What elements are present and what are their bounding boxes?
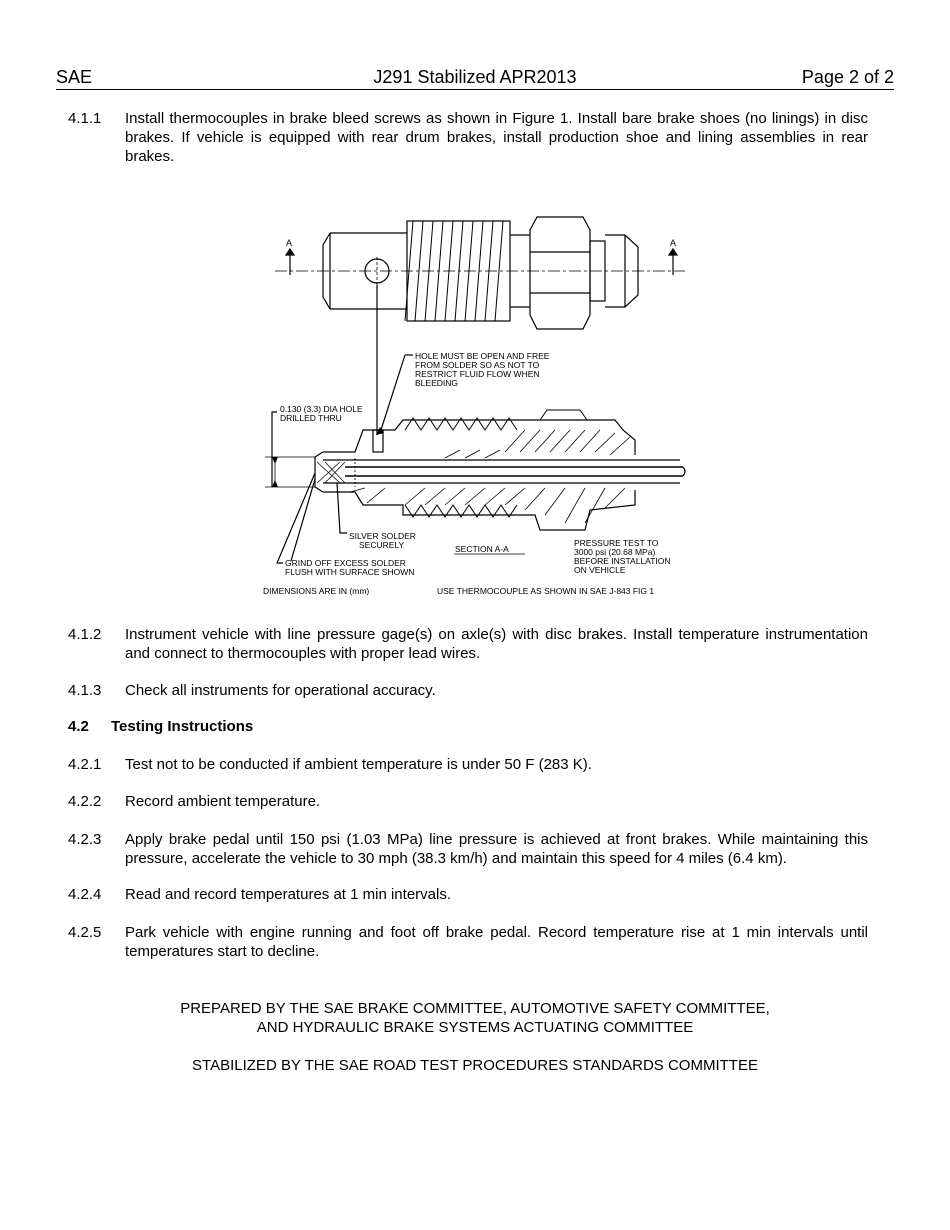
section-marker-right: A: [670, 238, 677, 248]
section-number: 4.2.3: [68, 831, 102, 848]
silver-solder-note-line: SILVER SOLDER: [349, 531, 416, 541]
section-4-2-2: [68, 792, 868, 811]
silver-solder-note-line: SECURELY: [359, 540, 405, 550]
header-doc-id: J291 Stabilized APR2013: [373, 67, 577, 87]
header-org: SAE: [56, 67, 93, 87]
section-number: 4.2.5: [68, 924, 102, 941]
stabilized-by-statement: STABILIZED BY THE SAE ROAD TEST PROCEDURES STANDARDS COMMITTEE: [192, 1057, 758, 1074]
section-4-1-2: [68, 625, 868, 663]
hole-note-line: BLEEDING: [415, 378, 458, 388]
section-4-1-3: [68, 681, 868, 700]
section-4-2-1: [68, 755, 868, 774]
section-4-2-5: [68, 923, 868, 961]
heading-title: Testing Instructions: [111, 718, 254, 735]
section-4-2-4: [68, 885, 868, 904]
section-number: 4.1.2: [68, 626, 102, 643]
bleed-screw-drawing: [255, 205, 700, 605]
section-number: 4.2.4: [68, 886, 102, 903]
section-4-1-1: [68, 109, 868, 166]
section-marker-left: A: [286, 238, 293, 248]
grind-note-line: FLUSH WITH SURFACE SHOWN: [285, 567, 415, 577]
hole-note-line: RESTRICT FLUID FLOW WHEN: [415, 369, 540, 379]
section-4-2-3: [68, 830, 868, 868]
figure-1-bleed-screw: [255, 205, 700, 605]
page-header: [56, 67, 894, 90]
pressure-note-line: ON VEHICLE: [574, 565, 626, 575]
prepared-line-1: PREPARED BY THE SAE BRAKE COMMITTEE, AUTOMOTIVE SAFETY COMMITTEE,: [180, 1000, 770, 1017]
prepared-by-statement: [0, 999, 950, 1037]
section-text: Record ambient temperature.: [125, 793, 321, 810]
section-text: Apply brake pedal until 150 psi (1.03 MPa) line pressure is achieved at front brakes. While maintaining this pressure, accelerate the vehicle to 30 mph (38.3 km/h) and maintain this speed for 4 miles (6.4 km).: [125, 831, 868, 867]
pressure-note-line: BEFORE INSTALLATION: [574, 556, 671, 566]
dia-note-line: 0.130 (3.3) DIA HOLE: [280, 404, 363, 414]
grind-note-line: GRIND OFF EXCESS SOLDER: [285, 558, 406, 568]
header-page-number: Page 2 of 2: [801, 67, 894, 87]
section-a-a-label: SECTION A-A: [455, 544, 509, 554]
heading-number: 4.2: [68, 718, 89, 735]
section-heading-4-2: [68, 718, 253, 735]
hole-note-line: HOLE MUST BE OPEN AND FREE: [415, 351, 550, 361]
section-number: 4.2.2: [68, 793, 102, 810]
pressure-note-line: 3000 psi (20.68 MPa): [574, 547, 656, 557]
hole-note-line: FROM SOLDER SO AS NOT TO: [415, 360, 540, 370]
section-number: 4.1.1: [68, 110, 102, 127]
thermocouple-note: USE THERMOCOUPLE AS SHOWN IN SAE J-843 FIG 1: [437, 586, 655, 596]
section-number: 4.2.1: [68, 756, 102, 773]
section-text: Test not to be conducted if ambient temperature is under 50 F (283 K).: [125, 756, 592, 773]
section-text: Instrument vehicle with line pressure gage(s) on axle(s) with disc brakes. Install temperature instrumentation and connect to thermocouples with proper lead wires.: [125, 626, 868, 662]
section-text: Install thermocouples in brake bleed screws as shown in Figure 1. Install bare brake shoes (no linings) in disc brakes. If vehicle is equipped with rear drum brakes, install production shoe and lining assemblies in rear brakes.: [125, 110, 868, 165]
section-text: Park vehicle with engine running and foot off brake pedal. Record temperature rise at 1 min intervals until temperatures start to decline.: [125, 924, 868, 960]
prepared-line-2: AND HYDRAULIC BRAKE SYSTEMS ACTUATING COMMITTEE: [256, 1019, 694, 1036]
section-number: 4.1.3: [68, 682, 102, 699]
section-text: Read and record temperatures at 1 min intervals.: [125, 886, 451, 903]
dimensions-note: DIMENSIONS ARE IN (mm): [263, 586, 370, 596]
pressure-note-line: PRESSURE TEST TO: [574, 538, 659, 548]
section-text: Check all instruments for operational accuracy.: [125, 682, 436, 699]
dia-note-line: DRILLED THRU: [280, 413, 342, 423]
